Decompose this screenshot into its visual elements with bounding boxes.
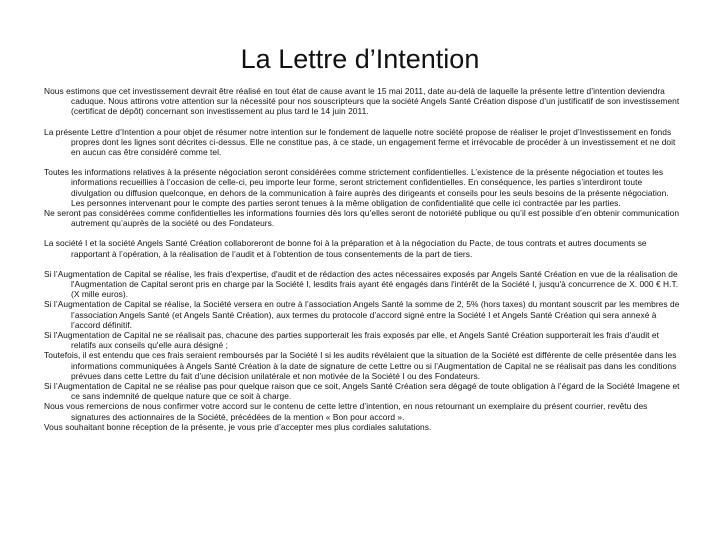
paragraph-confirmation: Nous vous remercions de nous confirmer votre accord sur le contenu de cette lettre d’intention, en nous retournant un exemplaire du présent courrier, revêtu des signatures des actionnaires de la Société, précédées de la mention « Bon pour accord ». (44, 401, 648, 422)
paragraph-purpose: La présente Lettre d’Intention a pour objet de résumer notre intention sur le fondement de laquelle notre société propose de réaliser le projet d’Investissement en fonds propres dont les lignes sont décrites ci-dessus. Elle ne constitue pas, à ce stade, un engagement ferme et irrévocable de procéder à un investissement et ne doit en aucun cas être considéré comme tel. (44, 126, 676, 158)
page-title: La Lettre d’Intention (240, 44, 480, 74)
paragraph-expenses: Si l’Augmentation de Capital se réalise, les frais d'expertise, d'audit et de rédaction des actes nécessaires exposés par Angels Santé Création en vue de la réalisation de l'Augmentation de Capital seront pris en charge par la Société I, lesdits frais ayant été engagés dans l'intérêt de la Société I, jusqu'à concurrence de X. 000 € H.T. (X mille euros). (44, 268, 679, 300)
paragraph-collaboration: La société I et la société Angels Santé Création collaboreront de bonne foi à la préparation et à la négociation du Pacte, de tous contrats et autres documents se rapportant à l’opération, à la réalisation de l’audit et à l’obtention de tous consentements de la part de tiers. (44, 238, 647, 259)
paragraph-association-fee: Si l’Augmentation de Capital se réalise, la Société versera en outre à l’association Angels Santé la somme de 2, 5% (hors taxes) du montant souscrit par les membres de l’association Angels Santé (et Angels Santé Création), aux termes du protocole d’accord signé entre la Société I et Angels Santé Création qui sera annexé à l’accord définitif. (44, 299, 680, 330)
letter-body (44, 86, 680, 432)
paragraph-reimbursement: Toutefois, il est entendu que ces frais seraient remboursés par la Société I si les audits révélaient que la situation de la Société est différente de celle présentée dans les informations communiquées à Angels Santé Création à la date de signature de cette Lettre ou si l’Augmentation de Capital ne se réalisait pas dans les conditions prévues dans cette Lettre du fait d’une décision unilatérale et non motivée de la Société I ou des Fondateurs. (44, 350, 677, 381)
paragraph-costs-if-failed: Si l'Augmentation de Capital ne se réalisait pas, chacune des parties supporterait les frais exposés par elle, et Angels Santé Création supporterait les frais d'audit et relatifs aux conseils qu'elle aura désigné ; (44, 330, 659, 351)
paragraph-closing: Vous souhaitant bonne réception de la présente, je vous prie d’accepter mes plus cordiales salutations. (44, 421, 432, 432)
paragraph-deadline: Nous estimons que cet investissement devrait être réalisé en tout état de cause avant le 15 mai 2011, date au-delà de laquelle la présente lettre d’intention deviendra caduque. Nous attirons votre attention sur la nécessité pour nos souscripteurs que la société Angels Santé Création dispose d’un justificatif de son investissement (certificat de dépôt) concernant son investissement au plus tard le 14 juin 2011. (44, 86, 680, 117)
paragraph-confidentiality: Toutes les informations relatives à la présente négociation seront considérées comme strictement confidentielles. L’existence de la présente négociation et toutes les informations recueillies à l’occasion de celle-ci, peu importe leur forme, seront strictement confidentielles. En conséquence, les parties s’interdiront toute divulgation ou diffusion quelconque, en dehors de la communication à faire auprès des dirigeants et conseils pour les seuls besoins de la présente négociation. Les personnes intervenant pour le compte des parties seront tenues à la même obligation de confidentialité que celle ici contractée par les parties. (44, 167, 669, 208)
paragraph-release: Si l’Augmentation de Capital ne se réalise pas pour quelque raison que ce soit, Angels Santé Création sera dégagé de toute obligation à l’égard de la Société Imagene et ce sans indemnité de quelque nature que ce soit à charge. (44, 381, 680, 402)
paragraph-non-confidential: Ne seront pas considérées comme confidentielles les informations fournies dès lors qu’elles seront de notoriété publique ou qu’il est possible d’en obtenir communication autrement qu’auprès de la société ou des Fondateurs. (44, 208, 680, 229)
